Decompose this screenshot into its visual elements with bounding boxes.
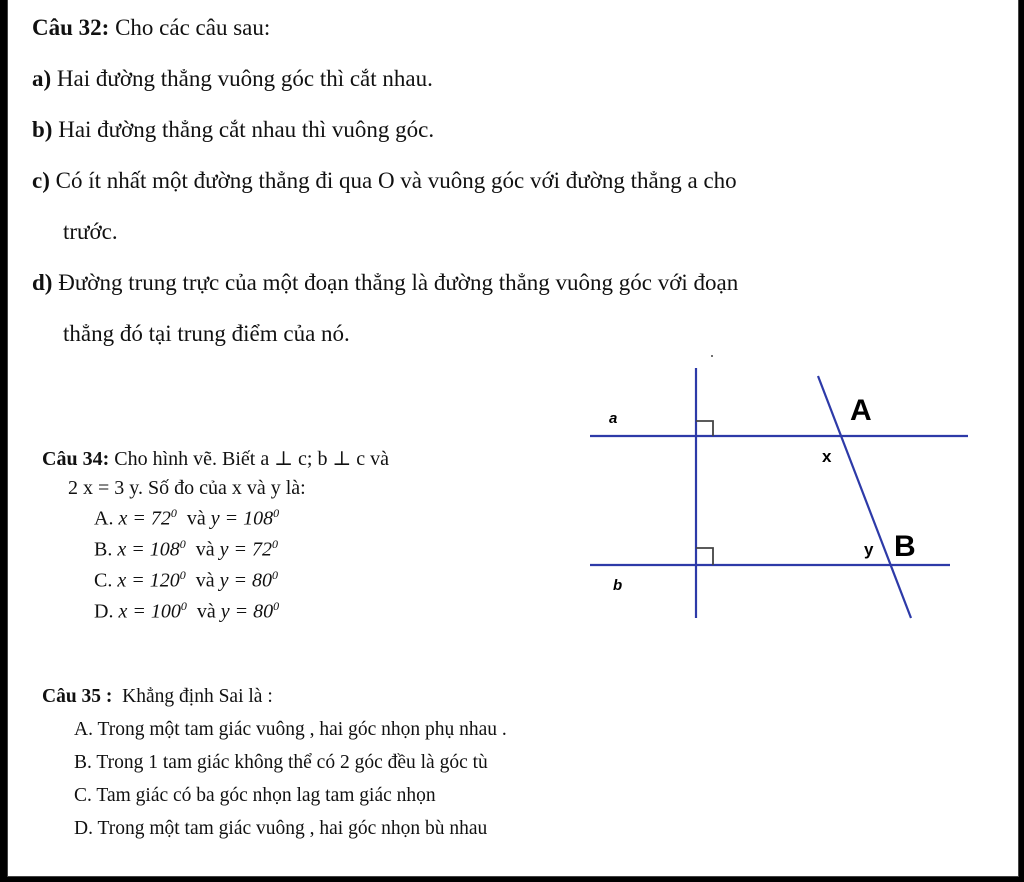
q34-line2: 2 x = 3 y. Số đo của x và y là: — [68, 477, 306, 499]
q34-number: Câu 34: — [42, 448, 110, 470]
option-and: và — [195, 538, 215, 561]
worksheet — [7, 0, 1019, 877]
option-x: x = 120 — [117, 569, 180, 592]
label-angle-y: y — [864, 540, 874, 559]
statement-text: Có ít nhất một đường thẳng đi qua O và vuông góc với đường thẳng a cho — [55, 168, 737, 193]
statement-label: d) — [32, 270, 53, 295]
statement-text: Đường trung trực của một đoạn thẳng là đường thẳng vuông góc với đoạn — [58, 270, 739, 295]
q35-option-d: D. Trong một tam giác vuông , hai góc nhọn bù nhau — [74, 818, 488, 839]
q35-option-b: B. Trong 1 tam giác không thể có 2 góc đều là góc tù — [74, 752, 488, 773]
degree-mark: 0 — [271, 568, 278, 582]
right-angle-mark-a — [696, 421, 713, 436]
q35-number: Câu 35 : — [42, 686, 113, 707]
right-angle-mark-b — [696, 548, 713, 565]
label-angle-x: x — [822, 447, 832, 466]
option-and: và — [196, 600, 216, 623]
degree-mark: 0 — [179, 568, 186, 582]
option-label: D. — [94, 600, 114, 623]
label-point-A: A — [850, 394, 872, 427]
statement-label: c) — [32, 168, 50, 193]
option-x: x = 100 — [118, 600, 181, 623]
option-x: x = 108 — [117, 538, 180, 561]
statement-label: b) — [32, 117, 53, 142]
option-y: y = 80 — [219, 569, 272, 592]
degree-mark: 0 — [273, 506, 280, 520]
option-y: y = 80 — [220, 600, 274, 623]
degree-mark: 0 — [273, 599, 280, 613]
q35-option-a: A. Trong một tam giác vuông , hai góc nhọn phụ nhau . — [74, 719, 507, 740]
dot-mark — [711, 355, 713, 357]
option-y: y = 72 — [219, 538, 272, 561]
option-and: và — [186, 507, 206, 530]
label-b: b — [613, 577, 623, 594]
label-point-B: B — [894, 530, 916, 563]
statement-text: Hai đường thẳng cắt nhau thì vuông góc. — [58, 117, 435, 142]
option-label: A. — [94, 507, 114, 530]
q32-statement-d-cont: thẳng đó tại trung điểm của nó. — [63, 321, 350, 346]
option-label: C. — [94, 569, 113, 592]
statement-text: Hai đường thẳng vuông góc thì cắt nhau. — [56, 66, 433, 91]
degree-mark: 0 — [179, 537, 186, 551]
geometry-figure — [8, 0, 1018, 876]
q32-prompt: Cho các câu sau: — [109, 15, 271, 40]
q32-statement-c-cont: trước. — [63, 219, 118, 244]
degree-mark: 0 — [271, 537, 278, 551]
q32-number: Câu 32: — [32, 15, 110, 40]
option-and: và — [195, 569, 215, 592]
degree-mark: 0 — [180, 599, 187, 613]
label-a: a — [609, 410, 618, 427]
option-x: x = 72 — [118, 507, 171, 530]
q34-prompt: Cho hình vẽ. Biết a ⊥ c; b ⊥ c và — [109, 448, 390, 470]
statement-label: a) — [32, 66, 52, 91]
option-label: B. — [94, 538, 113, 561]
option-y: y = 108 — [210, 507, 274, 530]
q35-prompt: Khẳng định Sai là : — [122, 686, 273, 707]
degree-mark: 0 — [170, 506, 177, 520]
q35-title — [42, 686, 273, 708]
q35-option-c: C. Tam giác có ba góc nhọn lag tam giác nhọn — [74, 785, 436, 806]
